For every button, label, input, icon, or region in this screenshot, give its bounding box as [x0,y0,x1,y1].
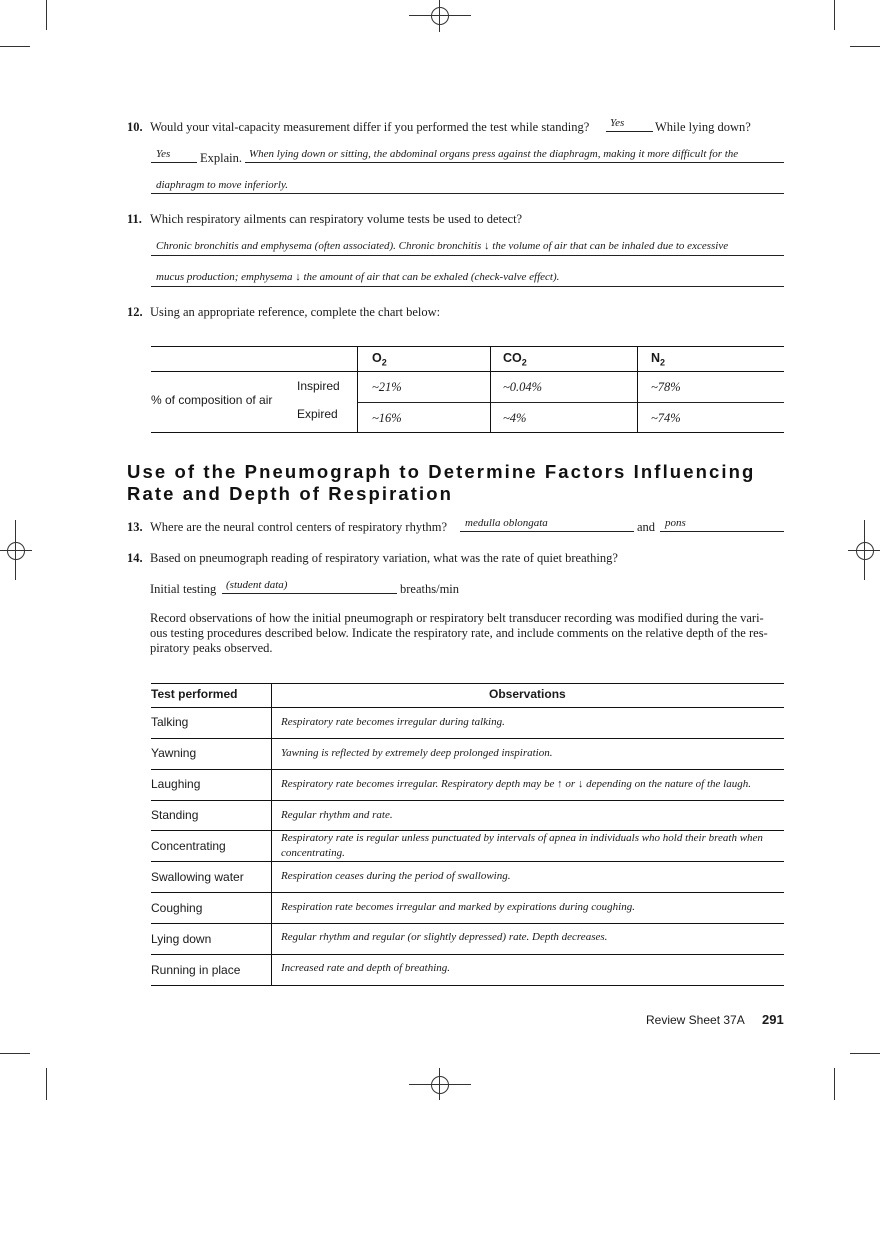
q11-answer-1: Chronic bronchitis and emphysema (often associated). Chronic bronchitis ↓ the volume of air that can be inhaled due to excessive [156,240,729,252]
observation[interactable]: Respiratory rate becomes irregular. Respiratory depth may be ↑ or ↓ depending on the nature of the laugh. [281,778,751,790]
and-label: and [637,520,656,534]
header-observations: Observations [489,687,566,701]
question-text: Which respiratory ailments can respiratory volume tests be used to detect? [150,212,523,226]
header-co2: $CO_2$ [503,351,527,368]
instructions [150,611,768,656]
observation[interactable]: Respiration ceases during the period of swallowing. [281,870,511,882]
question-10-text2: While lying down? [655,120,751,134]
header-test-performed: Test performed [151,687,238,701]
question-number: 14. [127,551,143,565]
question-number: 10. [127,120,143,134]
observation-line-2: concentrating. [281,847,345,859]
question-text: Would your vital-capacity measurement differ if you performed the test while standing? [150,120,590,134]
observation[interactable]: Yawning is reflected by extremely deep prolonged inspiration. [281,747,553,759]
q13-answer-1: medulla oblongata [465,517,548,529]
question-number: 13. [127,520,143,534]
expired-o2[interactable]: ~16% [372,411,402,425]
section-heading [127,461,755,505]
q11-answer-2: mucus production; emphysema ↓ the amount of air that can be exhaled (check-valve effect). [156,271,560,283]
observation[interactable]: Regular rhythm and rate. [281,809,393,821]
inspired-n2[interactable]: ~78% [651,380,681,394]
initial-testing-answer: (student data) [226,579,288,591]
row-label: % of composition of air [151,393,273,407]
expired-co2[interactable]: ~4% [503,411,527,425]
expired-n2[interactable]: ~74% [651,411,681,425]
observation[interactable]: Respiration rate becomes irregular and marked by expirations during coughing. [281,901,635,913]
section-heading-line-2: Rate and Depth of Respiration [127,483,454,504]
question-number: 12. [127,305,143,319]
initial-testing-label: Initial testing [150,582,217,596]
header-o2: $O_2$ [372,351,387,368]
standing-answer-field[interactable] [606,117,653,132]
question-13 [127,520,447,535]
instructions-line-1: Record observations of how the initial pneumograph or respiratory belt transducer recording was modified during the vari- [150,611,764,625]
test-name: Yawning [151,746,197,760]
initial-testing-field[interactable] [222,579,397,594]
footer-label: Review Sheet 37A [646,1013,745,1027]
observation[interactable]: Increased rate and depth of breathing. [281,962,451,974]
instructions-line-2: ous testing procedures described below. Indicate the respiratory rate, and include comments on the relative depth of the res- [150,626,768,640]
observation[interactable] [281,831,763,861]
observation[interactable]: Regular rhythm and regular (or slightly depressed) rate. Depth decreases. [281,931,608,943]
expired-label: Expired [297,407,338,421]
question-11 [127,212,522,227]
q13-answer-field-1[interactable] [460,517,634,532]
explain-field-line-2[interactable] [151,179,784,194]
question-12 [127,305,440,320]
lying-answer: Yes [156,148,171,160]
inspired-o2[interactable]: ~21% [372,380,402,394]
explain-field-line-1[interactable] [245,148,784,163]
test-name: Swallowing water [151,870,244,884]
observation[interactable]: Respiratory rate becomes irregular during talking. [281,716,505,728]
observation-line-1: Respiratory rate is regular unless punctuated by intervals of apnea in individuals who hold their breath when [281,832,763,844]
test-name: Coughing [151,901,203,915]
test-name: Lying down [151,932,212,946]
page-number: 291 [762,1012,784,1027]
test-name: Running in place [151,963,241,977]
inspired-co2[interactable]: ~0.04% [503,380,543,394]
question-number: 11. [127,212,142,226]
question-10 [127,120,589,135]
explain-answer-2: diaphragm to move inferiorly. [156,179,288,191]
breaths-unit: breaths/min [400,582,460,596]
test-name: Laughing [151,777,201,791]
instructions-line-3: piratory peaks observed. [150,641,273,655]
q11-answer-line-2[interactable] [151,271,784,287]
test-name: Standing [151,808,199,822]
explain-answer-1: When lying down or sitting, the abdominal organs press against the diaphragm, making it more difficult for the [249,148,739,160]
lying-answer-field[interactable] [151,148,197,163]
test-name: Talking [151,715,189,729]
question-14 [127,551,618,566]
test-name: Concentrating [151,839,226,853]
question-text: Based on pneumograph reading of respiratory variation, what was the rate of quiet breathing? [150,551,618,565]
question-text: Where are the neural control centers of respiratory rhythm? [150,520,448,534]
q11-answer-line-1[interactable] [151,240,784,256]
q13-answer-field-2[interactable] [660,517,784,532]
question-text: Using an appropriate reference, complete the chart below: [150,305,441,319]
inspired-label: Inspired [297,379,340,393]
section-heading-line-1: Use of the Pneumograph to Determine Factors Influencing [127,461,756,482]
explain-label: Explain. [200,151,243,165]
header-n2: $N_2$ [651,351,666,368]
standing-answer: Yes [610,117,625,129]
q13-answer-2: pons [665,517,686,529]
